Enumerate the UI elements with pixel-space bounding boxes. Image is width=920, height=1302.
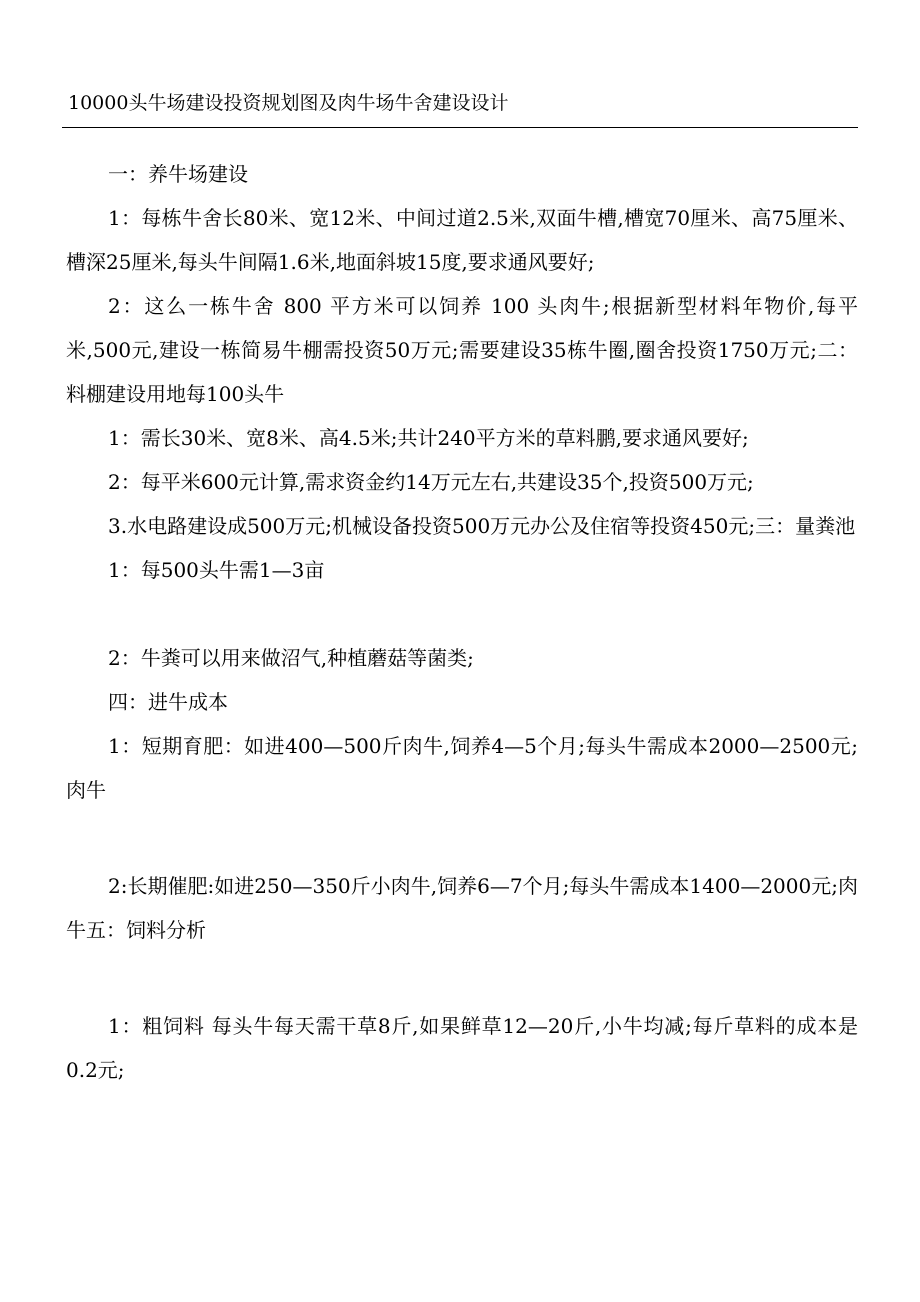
- paragraph: 1：短期育肥：如进400—500斤肉牛,饲养4—5个月;每头牛需成本2000—2500元;肉牛: [66, 734, 858, 802]
- section-heading-1: 一：养牛场建设: [108, 162, 248, 186]
- document-body: [66, 152, 858, 1092]
- paragraph: 1：每500头牛需1—3亩: [108, 558, 325, 582]
- blank-space: [66, 812, 858, 864]
- paragraph: 2：牛粪可以用来做沼气,种植蘑菇等菌类;: [108, 646, 474, 670]
- section-heading-4: 四：进牛成本: [108, 690, 228, 714]
- document-title: 10000头牛场建设投资规划图及肉牛场牛舍建设设计: [68, 92, 509, 114]
- paragraph: 1：每栋牛舍长80米、宽12米、中间过道2.5米,双面牛槽,槽宽70厘米、高75厘米、槽深25厘米,每头牛间隔1.6米,地面斜坡15度,要求通风要好;: [66, 206, 858, 274]
- paragraph: 1：粗饲料 每头牛每天需干草8斤,如果鲜草12—20斤,小牛均减;每斤草料的成本是0.2元;: [66, 1014, 858, 1082]
- blank-space: [66, 952, 858, 1004]
- blank-space: [66, 592, 858, 636]
- paragraph: 1：需长30米、宽8米、高4.5米;共计240平方米的草料鹏,要求通风要好;: [108, 426, 749, 450]
- paragraph: 3.水电路建设成500万元;机械设备投资500万元办公及住宿等投资450元;三：量粪池: [108, 514, 856, 538]
- paragraph: 2：这么一栋牛舍 800 平方米可以饲养 100 头肉牛;根据新型材料年物价,每平米,500元,建设一栋简易牛棚需投资50万元;需要建设35栋牛圈,圈舍投资1750万元;二：料棚建设用地每100头牛: [66, 294, 858, 406]
- header-divider: [62, 127, 858, 128]
- paragraph: 2:长期催肥:如进250—350斤小肉牛,饲养6—7个月;每头牛需成本1400—2000元;肉牛五：饲料分析: [66, 874, 858, 942]
- paragraph: 2：每平米600元计算,需求资金约14万元左右,共建设35个,投资500万元;: [108, 470, 754, 494]
